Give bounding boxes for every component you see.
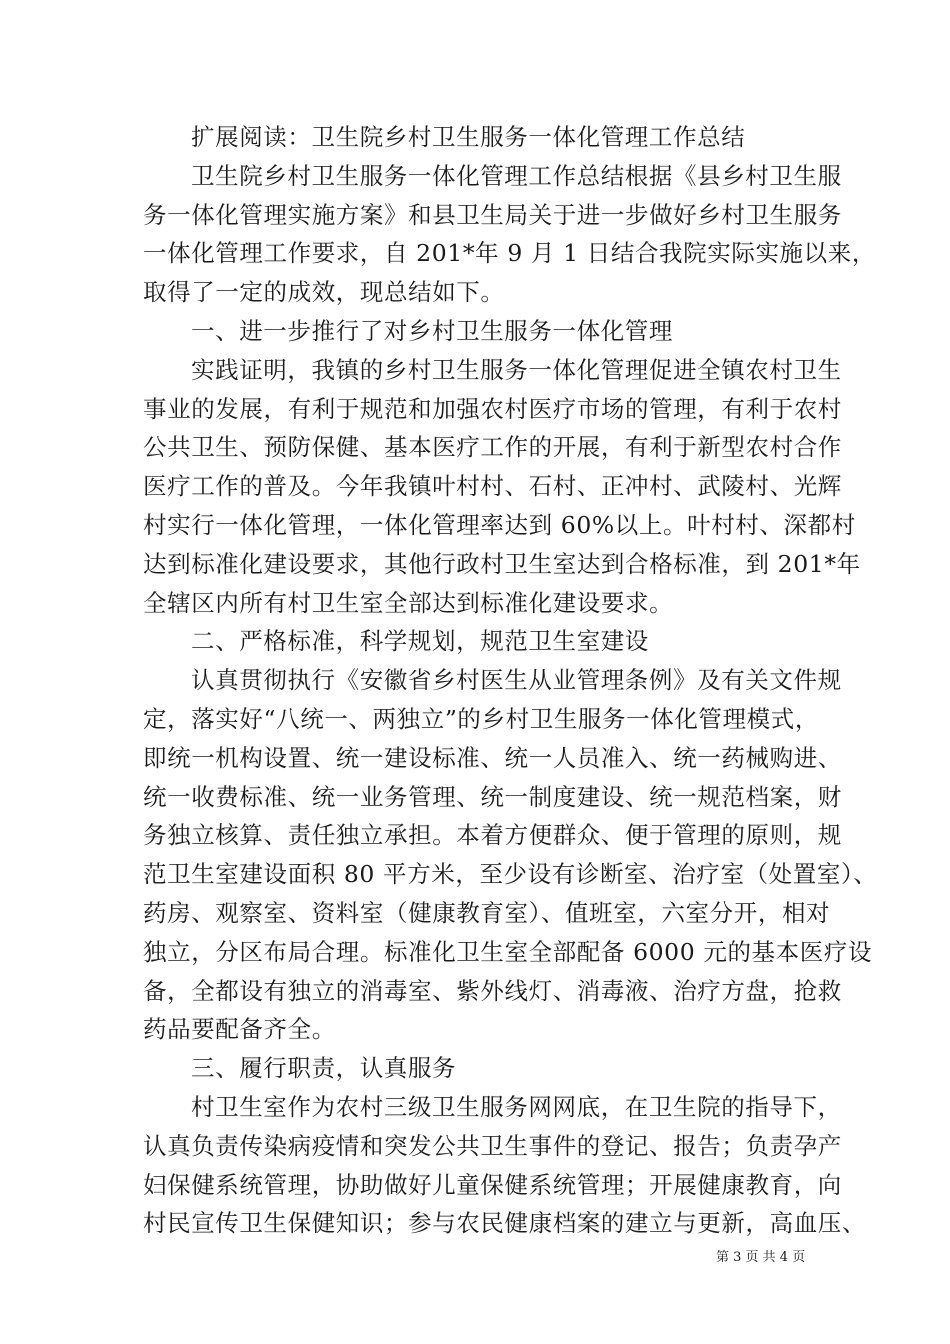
- paragraph-line: 实践证明，我镇的乡村卫生服务一体化管理促进全镇农村卫生: [191, 355, 842, 384]
- section-heading-3: 三、履行职责，认真服务: [191, 1054, 457, 1083]
- paragraph-line: 妇保健系统管理，协助做好儿童保健系统管理；开展健康教育，向: [143, 1170, 842, 1199]
- paragraph-line: 备，全都设有独立的消毒室、紫外线灯、消毒液、治疗方盘，抢救: [143, 976, 842, 1005]
- paragraph-line: 定，落实好“八统一、两独立”的乡村卫生服务一体化管理模式，: [143, 704, 819, 733]
- paragraph-line: 取得了一定的成效，现总结如下。: [143, 278, 505, 307]
- paragraph-line: 事业的发展，有利于规范和加强农村医疗市场的管理，有利于农村: [143, 394, 842, 423]
- paragraph-line: 务一体化管理实施方案》和县卫生局关于进一步做好乡村卫生服务: [143, 200, 842, 229]
- paragraph-line: 一体化管理工作要求，自 201*年 9 月 1 日结合我院实际实施以来，: [143, 239, 876, 268]
- paragraph-line: 村实行一体化管理，一体化管理率达到 60%以上。叶村村、深都村: [143, 510, 856, 539]
- paragraph-line: 卫生院乡村卫生服务一体化管理工作总结根据《县乡村卫生服: [191, 161, 842, 190]
- section-heading-1: 一、进一步推行了对乡村卫生服务一体化管理: [191, 316, 673, 345]
- paragraph-line: 公共卫生、预防保健、基本医疗工作的开展，有利于新型农村合作: [143, 433, 842, 462]
- paragraph-line: 医疗工作的普及。今年我镇叶村村、石村、正冲村、武陵村、光辉: [143, 472, 842, 501]
- paragraph-line: 认真贯彻执行《安徽省乡村医生从业管理条例》及有关文件规: [191, 666, 842, 695]
- paragraph-line: 范卫生室建设面积 80 平方米，至少设有诊断室、治疗室（处置室）、: [143, 860, 878, 889]
- paragraph-line: 村民宣传卫生保健知识；参与农民健康档案的建立与更新，高血压、: [143, 1209, 866, 1238]
- document-body: [143, 118, 878, 1243]
- paragraph-line: 务独立核算、责任独立承担。本着方便群众、便于管理的原则，规: [143, 821, 842, 850]
- paragraph-line: 村卫生室作为农村三级卫生服务网网底，在卫生院的指导下，: [191, 1092, 842, 1121]
- paragraph-line: 全辖区内所有村卫生室全部达到标准化建设要求。: [143, 588, 674, 617]
- paragraph-line: 独立，分区布局合理。标准化卫生室全部配备 6000 元的基本医疗设: [143, 937, 873, 966]
- section-title-extended-reading: 扩展阅读：卫生院乡村卫生服务一体化管理工作总结: [191, 123, 746, 151]
- paragraph-line: 药房、观察室、资料室（健康教育室）、值班室，六室分开，相对: [143, 898, 831, 927]
- paragraph-line: 统一收费标准、统一业务管理、统一制度建设、统一规范档案，财: [143, 782, 842, 811]
- paragraph-line: 认真负责传染病疫情和突发公共卫生事件的登记、报告；负责孕产: [143, 1131, 842, 1160]
- paragraph-line: 即统一机构设置、统一建设标准、统一人员准入、统一药械购进、: [143, 743, 842, 772]
- page-number: 第 3 页 共 4 页: [716, 1250, 806, 1265]
- section-heading-2: 二、严格标准，科学规划，规范卫生室建设: [191, 627, 649, 656]
- paragraph-line: 达到标准化建设要求，其他行政村卫生室达到合格标准，到 201*年: [143, 549, 861, 578]
- paragraph-line: 药品要配备齐全。: [143, 1015, 336, 1044]
